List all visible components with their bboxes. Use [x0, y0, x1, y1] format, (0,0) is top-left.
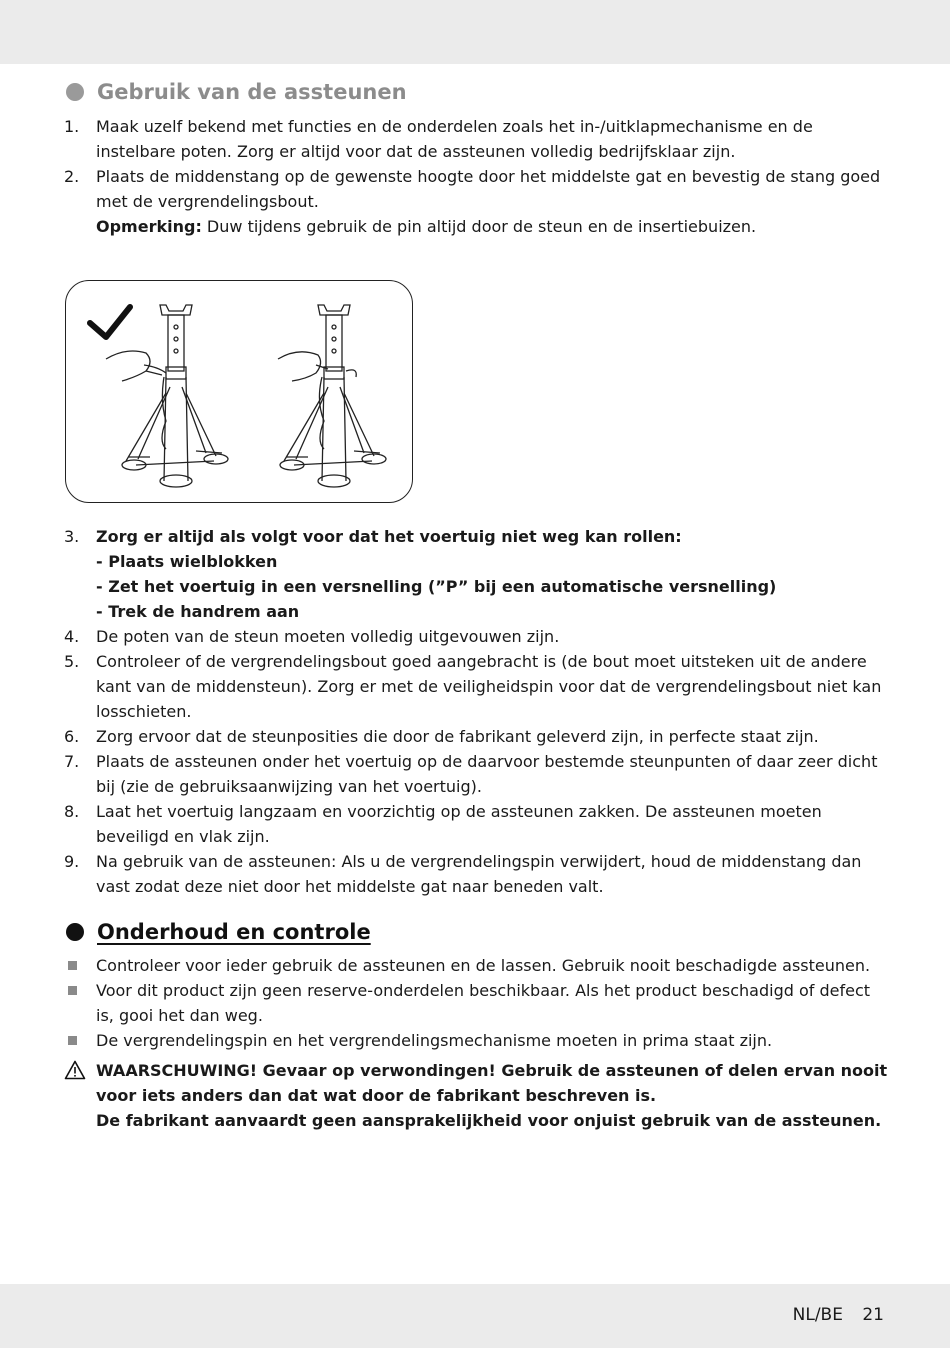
step-number: 2. — [64, 167, 80, 186]
list-item — [64, 953, 890, 978]
step-number: 8. — [64, 802, 80, 821]
warning-text: WAARSCHUWING! Gevaar op verwondingen! Gebruik de assteunen of delen ervan nooit voor iets anders dan dat wat door de fabrikant beschreven is. — [96, 1061, 888, 1105]
step-text: Plaats de middenstang op de gewenste hoogte door het middelste gat en bevestig de stang goed met de vergrendelingsbout. — [96, 167, 881, 211]
list-item — [64, 1028, 890, 1053]
step-text-line: - Zet het voertuig in een versnelling (”P” bij een automatische versnelling) — [96, 577, 777, 596]
page-footer — [793, 1305, 884, 1325]
list-item — [64, 749, 890, 799]
step-text-line: - Trek de handrem aan — [96, 602, 300, 621]
step-text: Laat het voertuig langzaam en voorzichtig op de assteunen zakken. De assteunen moeten beveiligd en vlak zijn. — [96, 802, 822, 846]
language-code: NL/BE — [792, 1305, 843, 1325]
step-text-line: - Plaats wielblokken — [96, 552, 278, 571]
section-title: Onderhoud en controle — [97, 920, 371, 944]
warning-triangle-icon — [64, 1060, 86, 1080]
list-item — [64, 849, 890, 899]
warning-text-liability: De fabrikant aanvaardt geen aansprakelijkheid voor onjuist gebruik van de assteunen. — [96, 1111, 882, 1130]
step-text: Controleer of de vergrendelingsbout goed aangebracht is (de bout moet uitsteken uit de andere kant van de middensteun). Zorg er met de veiligheidspin voor dat de vergrendelingsbout niet kan losschieten. — [96, 652, 882, 721]
list-item — [64, 524, 890, 624]
section-title: Gebruik van de assteunen — [97, 80, 407, 104]
axle-stand-illustration — [65, 280, 413, 503]
list-item — [64, 164, 890, 239]
square-bullet-icon — [68, 1036, 77, 1045]
warning-block — [64, 1058, 890, 1133]
square-bullet-icon — [68, 961, 77, 970]
step-number: 6. — [64, 727, 80, 746]
step-number: 9. — [64, 852, 80, 871]
step-text: De poten van de steun moeten volledig uitgevouwen zijn. — [96, 627, 560, 646]
list-item — [64, 799, 890, 849]
bullet-text: Controleer voor ieder gebruik de assteunen en de lassen. Gebruik nooit beschadigde assteunen. — [96, 956, 871, 975]
section-heading-maintenance — [66, 920, 371, 944]
step-text: Plaats de assteunen onder het voertuig op de daarvoor bestemde steunpunten of daar zeer dicht bij (zie de gebruiksaanwijzing van het voertuig). — [96, 752, 878, 796]
bullet-dot-icon — [66, 83, 84, 101]
section-heading-usage — [66, 80, 407, 104]
square-bullet-icon — [68, 986, 77, 995]
axle-stand-right — [278, 305, 386, 487]
list-item — [64, 978, 890, 1028]
bullet-text: De vergrendelingspin en het vergrendelingsmechanisme moeten in prima staat zijn. — [96, 1031, 773, 1050]
list-item — [64, 649, 890, 724]
maintenance-bullets — [64, 953, 890, 1053]
usage-steps-list — [64, 114, 890, 239]
list-item — [64, 114, 890, 164]
bullet-text: Voor dit product zijn geen reserve-onderdelen beschikbaar. Als het product beschadigd of defect is, gooi het dan weg. — [96, 981, 871, 1025]
step-number: 3. — [64, 527, 80, 546]
bullet-dot-icon — [66, 923, 84, 941]
list-item — [64, 624, 890, 649]
checkmark-icon — [90, 307, 130, 337]
axle-stand-left — [106, 305, 228, 487]
usage-steps-list-continued — [64, 524, 890, 899]
step-text: Zorg ervoor dat de steunposities die door de fabrikant geleverd zijn, in perfecte staat zijn. — [96, 727, 819, 746]
step-number: 5. — [64, 652, 80, 671]
step-text: Na gebruik van de assteunen: Als u de vergrendelingspin verwijdert, houd de middenstang dan vast zodat deze niet door het middelste gat naar beneden valt. — [96, 852, 862, 896]
header-band — [0, 0, 950, 64]
step-text: Maak uzelf bekend met functies en de onderdelen zoals het in-/uitklapmechanisme en de instelbare poten. Zorg er altijd voor dat de assteunen volledig bedrijfsklaar zijn. — [96, 117, 813, 161]
page-number: 21 — [862, 1305, 884, 1325]
axle-stands-drawing — [66, 281, 414, 504]
note-label: Opmerking: — [96, 217, 202, 236]
step-number: 1. — [64, 117, 80, 136]
step-number: 4. — [64, 627, 80, 646]
step-number: 7. — [64, 752, 80, 771]
step-text-line: Zorg er altijd als volgt voor dat het voertuig niet weg kan rollen: — [96, 527, 682, 546]
list-item — [64, 724, 890, 749]
note-text: Duw tijdens gebruik de pin altijd door de steun en de insertiebuizen. — [201, 217, 757, 236]
